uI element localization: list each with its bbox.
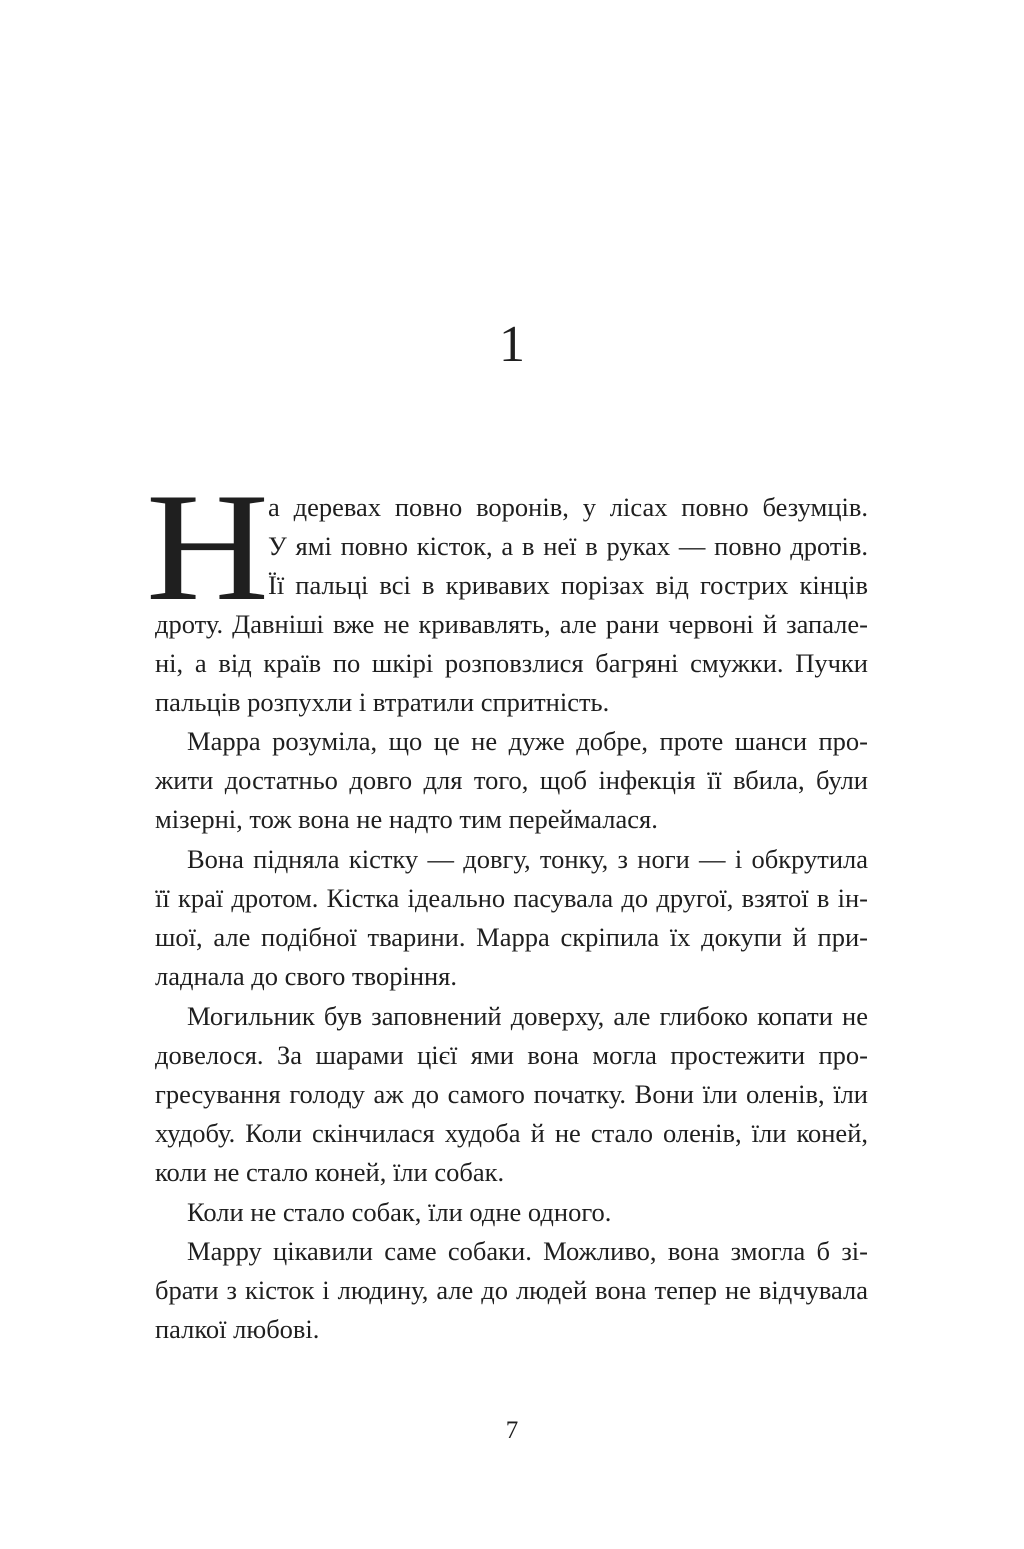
page-number: 7 bbox=[505, 1417, 519, 1444]
text-line: довелося. За шарами цієї ями вона могла простежити про- bbox=[155, 1040, 868, 1070]
text-line: жити достатньо довго для того, щоб інфекція її вбила, були bbox=[155, 765, 868, 795]
text-line: брати з кісток і людину, але до людей вона тепер не відчувала bbox=[155, 1275, 868, 1305]
text-line: дроту. Давніші вже не кривавлять, але рани червоні й запале- bbox=[155, 609, 868, 639]
text-line: Коли не стало собак, їли одне одного. bbox=[187, 1197, 612, 1227]
text-line: мізерні, тож вона не надто тим переймалася. bbox=[155, 804, 658, 834]
text-line: ладнала до свого творіння. bbox=[155, 961, 457, 991]
drop-cap: Н bbox=[145, 461, 270, 633]
text-line: У ямі повно кісток, а в неї в руках — повно дротів. bbox=[268, 531, 868, 561]
text-line: пальців розпухли і втратили спритність. bbox=[155, 687, 610, 717]
text-line: Марру цікавили саме собаки. Можливо, вона змогла б зі- bbox=[187, 1236, 868, 1266]
text-line: її краї дротом. Кістка ідеально пасувала до другої, взятої в ін- bbox=[155, 883, 868, 913]
text-line: гресування голоду аж до самого початку. Вони їли оленів, їли bbox=[155, 1079, 868, 1109]
text-line: коли не стало коней, їли собак. bbox=[155, 1157, 505, 1187]
text-line: Марра розуміла, що це не дуже добре, проте шанси про- bbox=[187, 726, 868, 756]
text-line: шої, але подібної тварини. Марра скріпила їх докупи й при- bbox=[155, 922, 868, 952]
text-line: Могильник був заповнений доверху, але глибоко копати не bbox=[187, 1001, 868, 1031]
chapter-number: 1 bbox=[499, 316, 525, 373]
text-line: палкої любові. bbox=[155, 1314, 320, 1344]
text-line: а деревах повно воронів, у лісах повно безумців. bbox=[268, 492, 868, 522]
text-line: худобу. Коли скінчилася худоба й не стало оленів, їли коней, bbox=[155, 1118, 868, 1148]
text-line: ні, а від країв по шкірі розповзлися багряні смужки. Пучки bbox=[155, 648, 868, 678]
text-line: Вона підняла кістку — довгу, тонку, з ноги — і обкрутила bbox=[187, 844, 868, 874]
text-line: Її пальці всі в кривавих порізах від гострих кінців bbox=[268, 570, 868, 600]
